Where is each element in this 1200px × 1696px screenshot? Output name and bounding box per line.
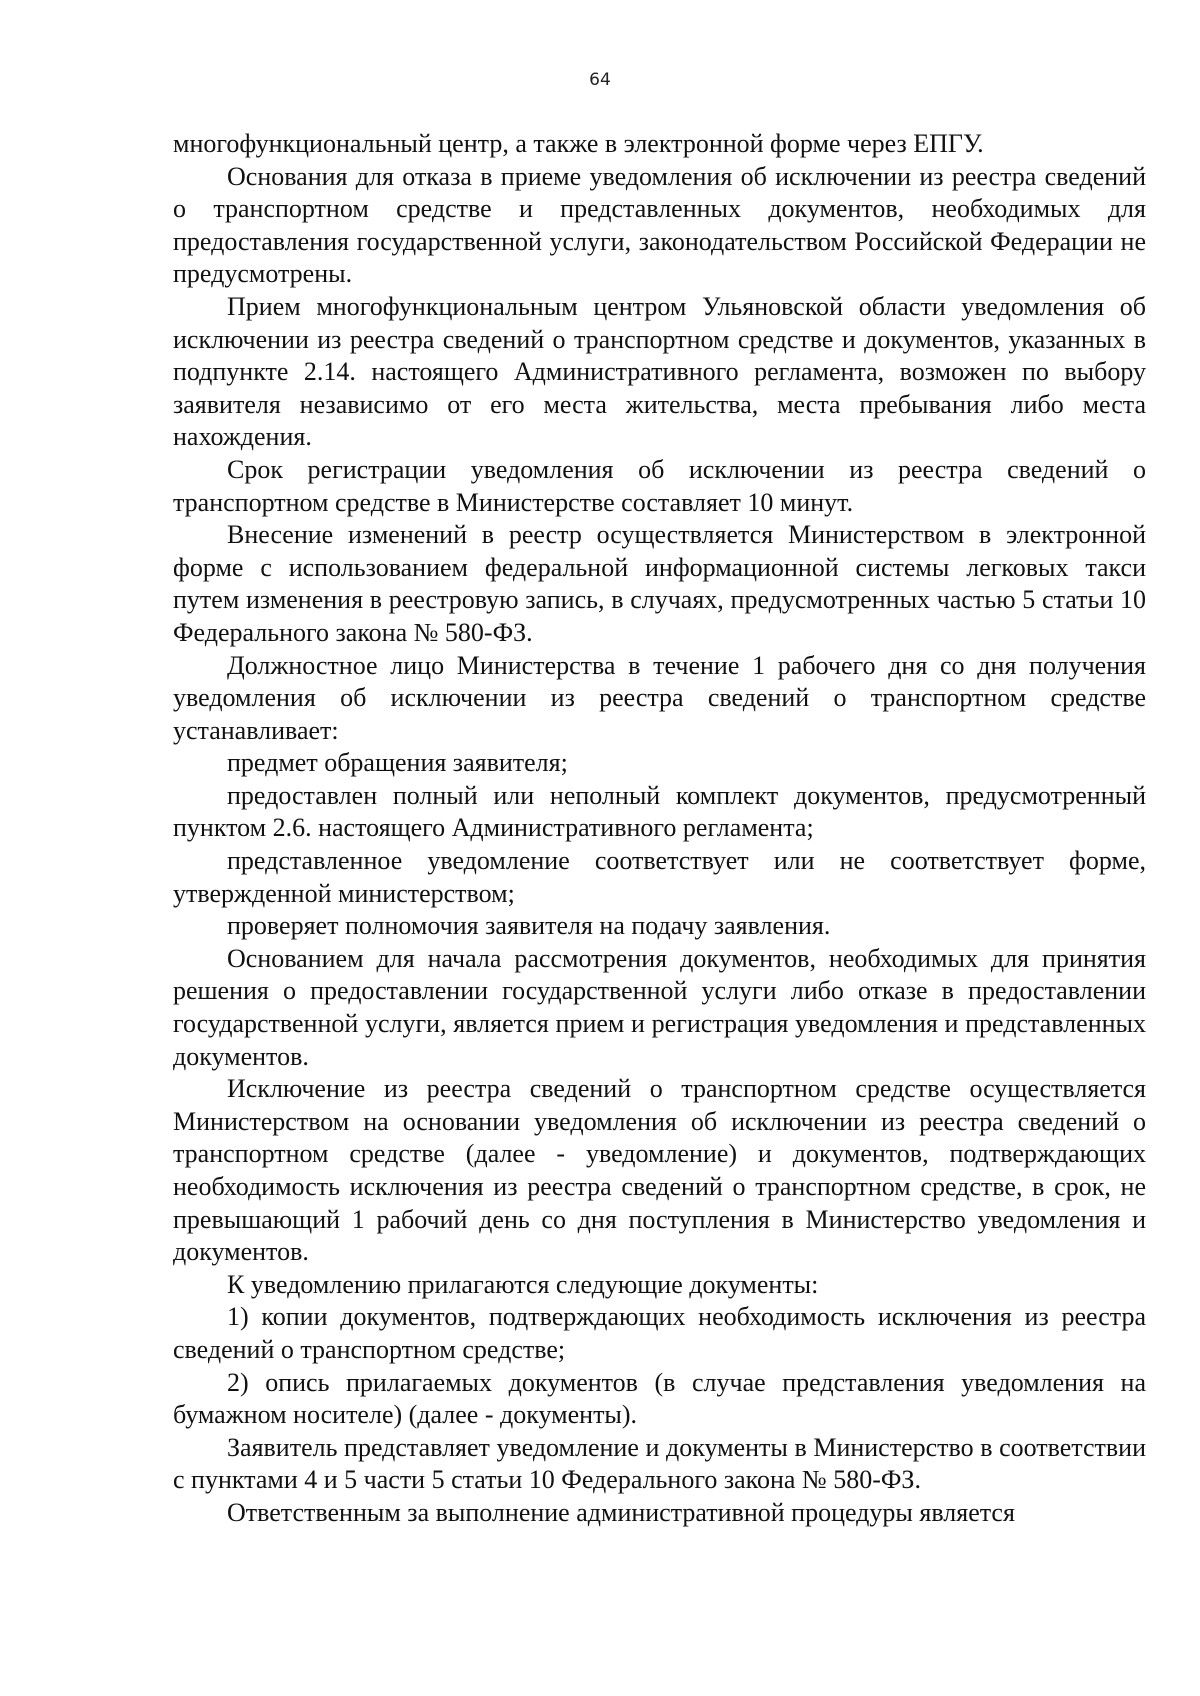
paragraph-registration-term: Срок регистрации уведомления об исключении из реестра сведений о транспортном средстве в Министерстве составляет 10 минут. bbox=[173, 454, 1146, 517]
paragraph-registry-changes: Внесение изменений в реестр осуществляется Министерством в электронной форме с использованием федеральной информационной системы легковых такси путем изменения в реестровую запись, в случаях, предусмотренных частью 5 статьи 10 Федерального закона № 580-ФЗ. bbox=[173, 520, 1146, 647]
paragraph-attachment-item: 2) опись прилагаемых документов (в случае представления уведомления на бумажном носителе) (далее - документы). bbox=[173, 1367, 1146, 1430]
paragraph-submission: Заявитель представляет уведомление и документы в Министерство в соответствии с пунктами 4 и 5 части 5 статьи 10 Федерального закона № 580-ФЗ. bbox=[173, 1432, 1146, 1495]
document-body bbox=[173, 128, 1146, 1530]
paragraph-list-item: проверяет полномочия заявителя на подачу заявления. bbox=[227, 911, 831, 941]
paragraph-official-establishes: Должностное лицо Министерства в течение 1 рабочего дня со дня получения уведомления об исключении из реестра сведений о транспортном средстве устанавливает: bbox=[173, 650, 1146, 745]
paragraph-responsible: Ответственным за выполнение административной процедуры является bbox=[227, 1497, 1015, 1527]
paragraph-list-item: представленное уведомление соответствует или не соответствует форме, утвержденной министерством; bbox=[173, 846, 1146, 908]
paragraph-list-item: предоставлен полный или неполный комплект документов, предусмотренный пунктом 2.6. настоящего Административного регламента; bbox=[173, 780, 1146, 843]
paragraph-attachments-intro: К уведомлению прилагаются следующие документы: bbox=[227, 1269, 819, 1299]
paragraph-attachment-item: 1) копии документов, подтверждающих необходимость исключения из реестра сведений о транспортном средстве; bbox=[173, 1302, 1146, 1364]
paragraph-review-basis: Основанием для начала рассмотрения документов, необходимых для принятия решения о предоставлении государственной услуги либо отказе в предоставлении государственной услуги, является прием и регистрация уведомления и представленных документов. bbox=[173, 943, 1146, 1071]
paragraph-mfc-reception: Прием многофункциональным центром Ульяновской области уведомления об исключении из реестра сведений о транспортном средстве и документов, указанных в подпункте 2.14. настоящего Административного регламента, возможен по выбору заявителя независимо от его места жительства, места пребывания либо места нахождения. bbox=[173, 291, 1146, 452]
page-number: 64 bbox=[589, 70, 611, 90]
paragraph-exclusion: Исключение из реестра сведений о транспортном средстве осуществляется Министерством на основании уведомления об исключении из реестра сведений о транспортном средстве (далее - уведомление) и документов, подтверждающих необходимость исключения из реестра сведений о транспортном средстве, в срок, не превышающий 1 рабочий день со дня поступления в Министерство уведомления и документов. bbox=[173, 1074, 1146, 1267]
paragraph-list-item: предмет обращения заявителя; bbox=[227, 748, 568, 778]
paragraph-refusal-grounds: Основания для отказа в приеме уведомления об исключении из реестра сведений о транспортном средстве и представленных документов, необходимых для предоставления государственной услуги, законодательством Российской Федерации не предусмотрены. bbox=[173, 161, 1146, 289]
paragraph-continuation: многофункциональный центр, а также в электронной форме через ЕПГУ. bbox=[173, 129, 984, 158]
